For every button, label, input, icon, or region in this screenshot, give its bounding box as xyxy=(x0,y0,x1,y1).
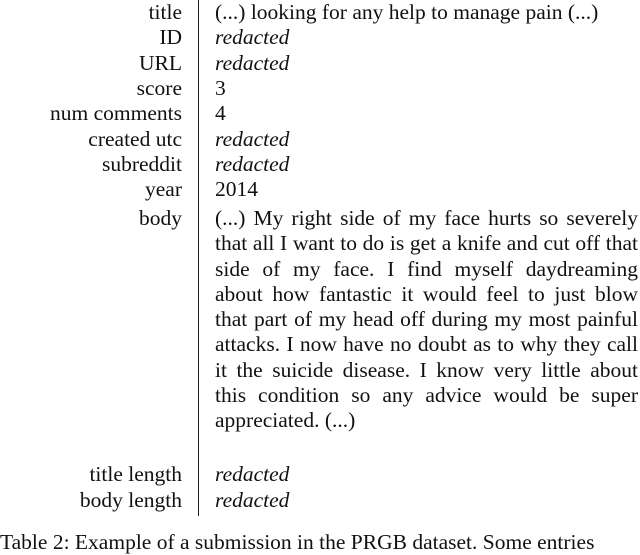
row-label: ID xyxy=(159,25,182,50)
row-label: body length xyxy=(79,488,182,512)
column-divider xyxy=(198,0,199,516)
row-label: title length xyxy=(89,462,182,486)
row-value: (...) looking for any help to manage pain (...) xyxy=(215,0,599,24)
row-value: redacted xyxy=(215,151,290,176)
row-value: 3 xyxy=(215,75,226,100)
row-label: year xyxy=(145,177,182,202)
row-value: redacted xyxy=(215,126,290,151)
row-label: subreddit xyxy=(101,151,182,176)
body-text: (...) My right side of my face hurts so severely that all I want to do is get a knife and cut off that side of my face. I find myself daydreaming about how fantastic it would feel to just blow that part of my head off during my most painful attacks. I now have no doubt as to why they call it the suicide disease. I know very little about this condition so any advice would be super appreciated. (...) xyxy=(215,206,638,433)
row-value: 4 xyxy=(215,101,226,126)
row-value: redacted xyxy=(215,462,290,486)
row-label: num comments xyxy=(50,101,182,126)
row-value: redacted xyxy=(215,50,290,75)
row-label: score xyxy=(136,75,182,100)
row-label: title xyxy=(148,0,182,24)
row-value: redacted xyxy=(215,488,290,512)
table-caption: Table 2: Example of a submission in the PRGB dataset. Some entries xyxy=(0,530,595,554)
row-label: URL xyxy=(139,50,182,75)
row-value: redacted xyxy=(215,25,290,50)
row-value: 2014 xyxy=(215,177,258,202)
row-label: created utc xyxy=(88,126,182,151)
row-label: body xyxy=(139,206,182,230)
